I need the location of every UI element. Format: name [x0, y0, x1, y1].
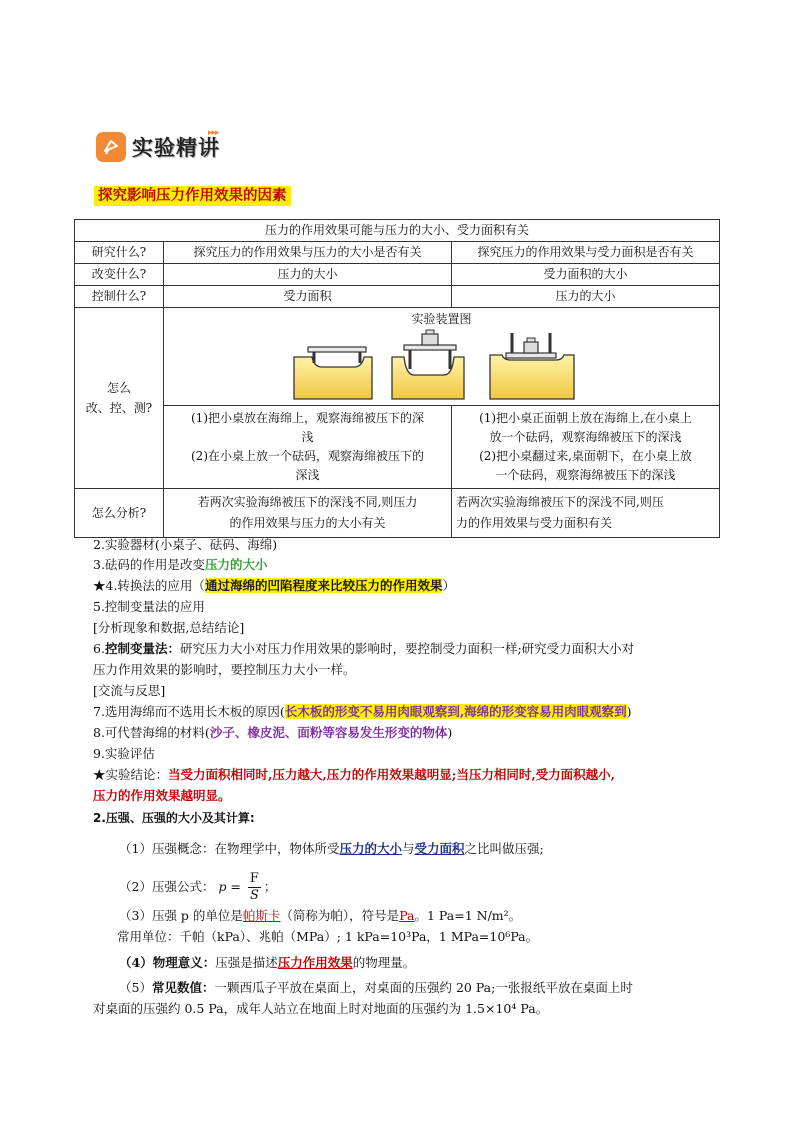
table-cell: 探究压力的作用效果与受力面积是否有关 — [452, 242, 720, 264]
pressure-fraction — [248, 871, 261, 904]
arrow-icon: ▸▸▸ — [208, 128, 219, 138]
formula-line — [119, 869, 276, 905]
table-cell — [164, 489, 452, 538]
diagram-cell — [164, 308, 720, 406]
table-cell — [452, 406, 720, 489]
experiment-table — [74, 219, 720, 538]
table-row — [75, 406, 720, 489]
table-cell: 压力的大小 — [164, 264, 452, 286]
table-caption: 压力的作用效果可能与压力的大小、受力面积有关 — [75, 220, 720, 242]
note-bold: 控制变量法： — [104, 641, 180, 656]
note-line: 9.实验评估 — [93, 746, 155, 761]
note-text: 压强是描述 — [215, 955, 278, 970]
note-line: 2.实验器材(小桌子、砝码、海绵) — [93, 537, 278, 552]
note-line: [分析现象和数据,总结结论] — [93, 620, 245, 635]
note-text: 的物理量。 — [352, 955, 416, 970]
row-label: 怎么分析? — [75, 489, 164, 538]
note-line: 对桌面的压强约 0.5 Pa，成年人站立在地面上时对地面的压强约为 1.5×10⁴ Pa。 — [93, 1001, 549, 1016]
note-bold: 常见数值： — [151, 980, 215, 995]
cell-line: 的作用效果与压力的大小有关 — [229, 516, 386, 530]
row-label — [75, 308, 164, 489]
cell-line: 力的作用效果与受力面积有关 — [456, 516, 613, 530]
table-cell: 探究压力的作用效果与压力的大小是否有关 — [164, 242, 452, 264]
section-badge — [96, 128, 220, 166]
note-line — [93, 765, 615, 785]
note-line — [119, 906, 521, 926]
cell-line: (1)把小桌放在海绵上，观察海绵被压下的深 — [191, 411, 424, 425]
table-caption-row — [75, 220, 720, 242]
row-label: 控制什么? — [75, 286, 164, 308]
note-emphasis: 当受力面积相同时,压力越大,压力的作用效果越明显;当压力相同时,受力面积越小, — [168, 767, 616, 782]
table-row — [75, 264, 720, 286]
cell-line: 一个砝码，观察海绵被压下的深浅 — [495, 468, 676, 482]
cell-line: 若两次实验海绵被压下的深浅不同,则压力 — [197, 495, 418, 509]
note-text: （1）压强概念：在物理学中，物体所受 — [119, 841, 340, 856]
note-line: [交流与反思] — [93, 683, 166, 698]
note-line — [93, 576, 455, 596]
note-line — [93, 723, 452, 743]
note-text: （5） — [119, 980, 152, 995]
note-line — [93, 702, 632, 722]
sponge-setup-1 — [294, 347, 372, 399]
note-text: ★4.转换法的应用（ — [93, 578, 205, 593]
diagram-title: 实验装置图 — [411, 312, 472, 326]
cell-line: 深浅 — [295, 468, 320, 482]
note-emphasis: 压力作用效果 — [277, 955, 353, 970]
table-row — [75, 242, 720, 264]
table-cell: 受力面积 — [164, 286, 452, 308]
note-text: （2）压强公式： — [119, 879, 215, 894]
cell-line: (1)把小桌正面朝上放在海绵上,在小桌上 — [479, 411, 692, 425]
note-text: ； — [263, 879, 277, 894]
note-line — [119, 953, 415, 973]
note-highlight: 通过海绵的凹陷程度来比较压力的作用效果 — [204, 578, 443, 593]
row-label: 改变什么? — [75, 264, 164, 286]
note-text: 3.砝码的作用是改变 — [93, 557, 205, 572]
badge-title: 实验精讲 — [132, 136, 220, 160]
table-row — [75, 489, 720, 538]
note-text: ) — [447, 725, 453, 740]
note-emphasis: 帕斯卡 — [242, 908, 281, 923]
table-cell — [452, 489, 720, 538]
note-emphasis: 压力的大小 — [204, 557, 268, 572]
cell-line: (2)把小桌翻过来,桌面朝下，在小桌上放 — [479, 449, 692, 463]
note-line: 5.控制变量法的应用 — [93, 599, 205, 614]
formula-lhs: p = — [218, 879, 241, 894]
note-text: 6. — [93, 641, 105, 656]
note-line: 压力作用效果的影响时，要控制压力大小一样。 — [93, 662, 356, 677]
cell-line: 若两次实验海绵被压下的深浅不同,则压 — [456, 495, 664, 509]
note-line — [119, 978, 633, 998]
apparatus-diagram — [292, 329, 592, 405]
note-line: 压力的作用效果越明显。 — [93, 788, 231, 803]
subsection-title: 2.压强、压强的大小及其计算: — [93, 811, 255, 825]
table-row — [75, 286, 720, 308]
fraction-denominator: S — [249, 888, 259, 903]
note-text: 与 — [401, 841, 415, 856]
note-text: （3）压强 p 的单位是 — [119, 908, 243, 923]
row-label-line: 改、控、测? — [85, 401, 153, 415]
note-text: （简称为帕），符号是 — [280, 908, 400, 923]
table-cell: 受力面积的大小 — [452, 264, 720, 286]
sponge-setup-3 — [490, 333, 574, 399]
note-line: 常用单位：千帕（kPa）、兆帕（MPa）; 1 kPa=10³Pa，1 MPa=10⁶Pa。 — [117, 929, 539, 944]
note-line — [93, 639, 634, 659]
note-text: 8.可代替海绵的材料( — [93, 725, 210, 740]
table-cell — [164, 406, 452, 489]
cell-line: 放一个砝码，观察海绵被压下的深浅 — [489, 430, 682, 444]
cell-line: 浅 — [301, 430, 314, 444]
cell-line: (2)在小桌上放一个砝码，观察海绵被压下的 — [191, 449, 424, 463]
fraction-numerator: F — [249, 871, 259, 886]
note-text: ★实验结论： — [93, 767, 169, 782]
lightbulb-icon — [96, 132, 126, 162]
note-bold: （4）物理意义： — [119, 955, 216, 970]
row-label-line: 怎么 — [106, 381, 131, 395]
note-text: 之比叫做压强; — [464, 841, 544, 856]
sponge-setup-2 — [392, 330, 464, 399]
note-text: 7.选用海绵而不选用长木板的原因( — [93, 704, 285, 719]
table-row — [75, 308, 720, 406]
note-text: ） — [442, 578, 455, 593]
note-line — [93, 555, 267, 575]
note-text: 。1 Pa=1 N/m²。 — [414, 908, 522, 923]
note-emphasis: 受力面积 — [414, 841, 465, 856]
note-text: ) — [626, 704, 632, 719]
note-emphasis: Pa — [399, 908, 415, 923]
note-emphasis: 压力的大小 — [339, 841, 402, 856]
note-text: 研究压力大小对压力作用效果的影响时，要控制受力面积一样;研究受力面积大小对 — [179, 641, 635, 656]
note-line — [119, 839, 544, 859]
note-highlight: 长木板的形变不易用肉眼观察到,海绵的形变容易用肉眼观察到 — [284, 704, 627, 719]
note-text: 一颗西瓜子平放在桌面上，对桌面的压强约 20 Pa;一张报纸平放在桌面上时 — [214, 980, 633, 995]
section-title: 探究影响压力作用效果的因素 — [94, 186, 291, 206]
row-label: 研究什么? — [75, 242, 164, 264]
table-cell: 压力的大小 — [452, 286, 720, 308]
note-emphasis: 沙子、橡皮泥、面粉等容易发生形变的物体 — [209, 725, 448, 740]
